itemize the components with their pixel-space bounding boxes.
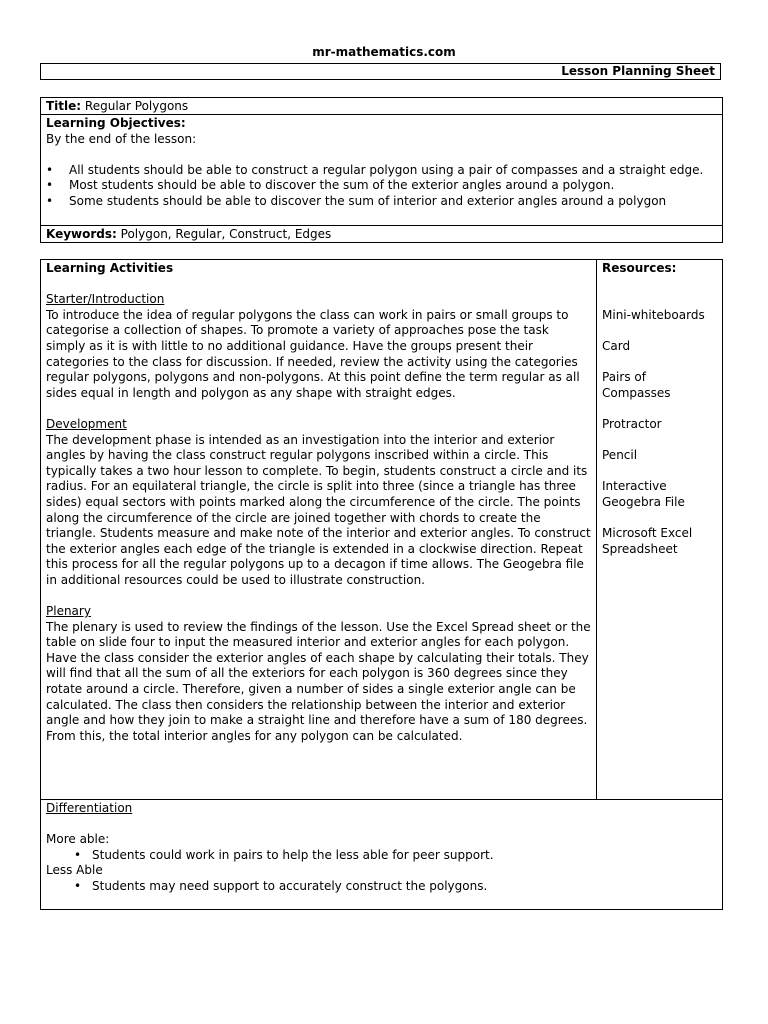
plenary-heading: Plenary — [46, 604, 91, 619]
objective-item: • All students should be able to construct a regular polygon using a pair of compasses and a straight edge. — [46, 163, 717, 179]
objective-item: • Most students should be able to discover the sum of the exterior angles around a polygon. — [46, 178, 717, 194]
learning-activities-label: Learning Activities — [46, 261, 174, 275]
resources-label: Resources: — [602, 261, 677, 275]
differentiation-heading: Differentiation — [46, 801, 133, 815]
site-name: mr-mathematics.com — [312, 45, 456, 59]
activities-box — [40, 259, 723, 910]
resource-item: Pairs of Compasses — [602, 370, 671, 400]
objectives-row — [41, 115, 722, 226]
more-able-item: • Students could work in pairs to help the less able for peer support. — [46, 848, 717, 864]
resource-item: Protractor — [602, 416, 662, 431]
title-value: Regular Polygons — [84, 99, 189, 113]
objective-item: • Some students should be able to discover the sum of interior and exterior angles around a polygon — [46, 194, 717, 210]
resource-item: Mini-whiteboards — [602, 307, 705, 322]
differentiation-cell — [41, 799, 722, 909]
objectives-list — [46, 163, 717, 210]
objectives-label: Learning Objectives: — [46, 116, 186, 130]
resources-cell — [597, 260, 722, 799]
less-able-label: Less Able — [46, 863, 103, 878]
development-heading: Development — [46, 416, 127, 431]
title-label: Title: — [46, 99, 82, 113]
lesson-summary-box — [40, 97, 723, 243]
plenary-text: The plenary is used to review the findings of the lesson. Use the Excel Spread sheet or the table on slide four to input the measured interior and exterior angles for each polygon. Have the class consider the exterior angles of each shape by calculating their totals. They will find that all the sum of all the exteriors for each polygon is 360 degrees since they rotate around a circle. Therefore, given a number of sides a single exterior angle can be calculated. The class then considers the relationship between the interior and exterior angle and how they join to make a straight line and therefore have a sum of 180 degrees. From this, the total interior angles for any polygon can be calculated. — [46, 619, 591, 743]
more-able-label: More able: — [46, 832, 110, 847]
development-text: The development phase is intended as an investigation into the interior and exterior angles by having the class construct regular polygons inscribed within a circle. This typically takes a two hour lesson to complete. To begin, students construct a circle and its radius. For an equilateral triangle, the circle is split into three (since a triangle has three sides) equal sectors with points marked along the circumference of the circle. The points along the circumference of the circle are joined together with chords to create the triangle. Students measure and make note of the interior and exterior angles. To construct the exterior angles each edge of the triangle is extended in a clockwise direction. Repeat this process for all the regular polygons up to a decagon if time allows. The Geogebra file in additional resources could be used to illustrate construction. — [46, 432, 591, 587]
sheet-title: Lesson Planning Sheet — [40, 63, 721, 80]
starter-heading: Starter/Introduction — [46, 292, 165, 307]
resource-item: Microsoft Excel Spreadsheet — [602, 526, 693, 556]
less-able-list — [46, 879, 717, 895]
title-row — [41, 98, 722, 115]
keywords-value: Polygon, Regular, Construct, Edges — [120, 227, 332, 241]
more-able-list — [46, 848, 717, 864]
objectives-intro: By the end of the lesson: — [46, 131, 197, 146]
keywords-label: Keywords: — [46, 227, 117, 241]
resource-item: Pencil — [602, 448, 638, 463]
starter-text: To introduce the idea of regular polygons the class can work in pairs or small groups to categorise a collection of shapes. To promote a variety of approaches pose the task simply as it is with little to no additional guidance. Have the groups present their categories to the class for discussion. If needed, review the activity using the categories regular polygons, polygons and non-polygons. At this point define the term regular as all sides equal in length and polygon as any shape with straight edges. — [46, 307, 580, 400]
keywords-row — [41, 226, 722, 242]
less-able-item: • Students may need support to accurately construct the polygons. — [46, 879, 717, 895]
learning-activities-cell — [41, 260, 597, 799]
resource-item: Interactive Geogebra File — [602, 479, 685, 509]
resource-item: Card — [602, 338, 631, 353]
